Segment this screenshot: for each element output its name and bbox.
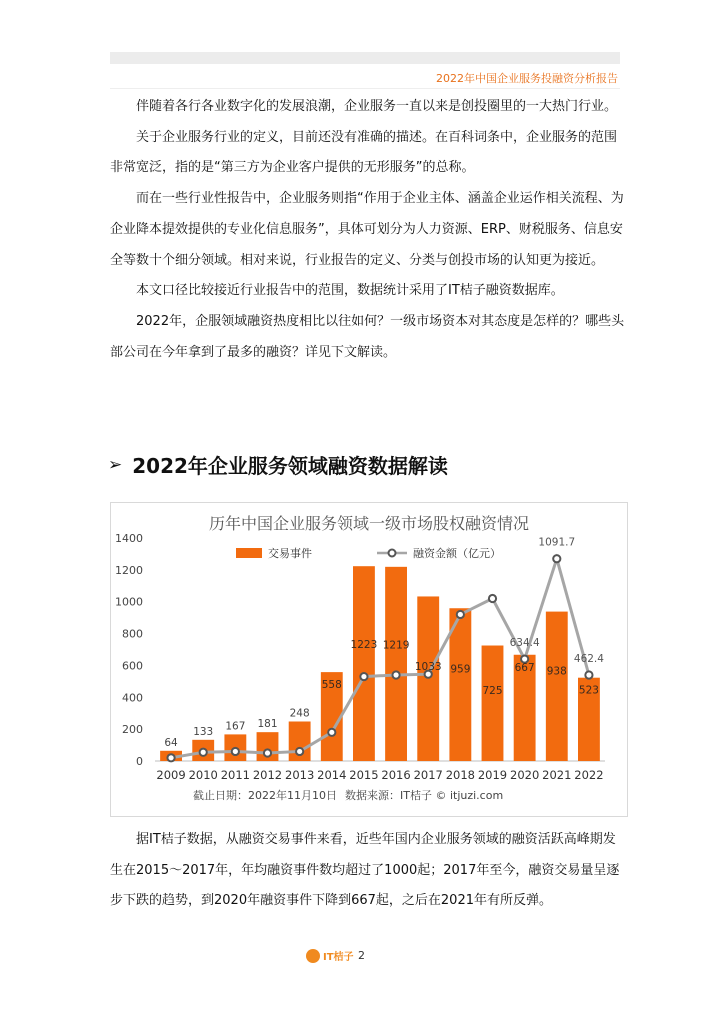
- bar-value-label: 667: [514, 661, 535, 674]
- legend-bar-label: 交易事件: [268, 547, 312, 560]
- line-point-2021: [553, 555, 560, 562]
- section-title: 2022年企业服务领域融资数据解读: [132, 454, 448, 478]
- analysis-text: [110, 825, 626, 917]
- y-tick-label: 1000: [115, 595, 143, 609]
- logo-text: IT桔子: [323, 952, 354, 963]
- intro-text: [110, 92, 626, 368]
- bar-value-label: 959: [450, 663, 471, 676]
- line-point-2013: [296, 748, 303, 755]
- report-title: 2022年中国企业服务投融资分析报告: [436, 72, 618, 85]
- x-tick-label: 2021: [542, 768, 572, 782]
- bar-value-label: 938: [546, 665, 567, 678]
- itjuzi-logo: [306, 948, 354, 963]
- x-tick-label: 2016: [381, 768, 411, 782]
- amount-label: 462.4: [573, 652, 604, 665]
- section-heading: [108, 450, 448, 479]
- x-tick-label: 2011: [220, 768, 250, 782]
- x-tick-label: 2009: [156, 768, 186, 782]
- bar-value-label: 1033: [414, 661, 442, 674]
- y-tick-label: 1200: [115, 563, 143, 577]
- bar-value-label: 523: [578, 684, 599, 697]
- line-point-2010: [200, 749, 207, 756]
- paragraph-3: 而在一些行业性报告中，企业服务则指“作用于企业主体、涵盖企业运作相关流程、为企业降本提效提供的专业化信息服务”，具体可划分为人力资源、ERP、财税服务、信息安全等数十个细分领域。相对来说，行业报告的定义、分类与创投市场的认知更为接近。: [110, 191, 624, 268]
- bar-value-label: 1219: [382, 639, 410, 652]
- x-tick-label: 2012: [252, 768, 283, 782]
- legend-line-label: 融资金额（亿元）: [413, 547, 501, 560]
- bar-value-label: 248: [289, 707, 310, 720]
- line-point-2019: [489, 595, 496, 602]
- y-tick-label: 600: [122, 659, 143, 673]
- line-point-2022: [585, 671, 592, 678]
- line-point-2014: [328, 729, 335, 736]
- paragraph-2: 关于企业服务行业的定义，目前还没有准确的描述。在百科词条中，企业服务的范围非常宽泛，指的是“第三方为企业客户提供的无形服务”的总称。: [110, 129, 618, 176]
- y-tick-label: 200: [122, 723, 143, 737]
- financing-chart: [110, 502, 628, 817]
- bar-value-label: 181: [257, 718, 278, 731]
- bar-value-label: 64: [164, 736, 178, 749]
- x-tick-label: 2017: [413, 768, 443, 782]
- chart-title: 历年中国企业服务领域一级市场股权融资情况: [208, 514, 530, 533]
- bar-value-label: 1223: [350, 639, 378, 652]
- chart-data-labels: [164, 537, 604, 749]
- legend-bar-swatch: [236, 548, 262, 558]
- line-point-2015: [360, 673, 367, 680]
- line-point-2012: [264, 749, 271, 756]
- arrow-bullet-icon: ➢: [108, 454, 123, 475]
- bar-deals-2016: [385, 567, 407, 761]
- x-tick-label: 2019: [477, 768, 508, 782]
- header-bar: [110, 52, 620, 64]
- chart-source-note: 数据来源：IT桔子 © itjuzi.com: [345, 789, 504, 802]
- line-point-2011: [232, 748, 239, 755]
- x-tick-label: 2015: [349, 768, 379, 782]
- line-point-2009: [167, 754, 174, 761]
- amount-label: 634.4: [509, 637, 540, 650]
- page-number: 2: [358, 949, 365, 962]
- paragraph-4: 本文口径比较接近行业报告中的范围，数据统计采用了IT桔子融资数据库。: [136, 283, 564, 299]
- x-tick-label: 2010: [188, 768, 218, 782]
- y-tick-label: 1400: [115, 532, 143, 545]
- line-point-2018: [457, 611, 464, 618]
- x-tick-label: 2020: [510, 768, 540, 782]
- chart-date-note: 截止日期：2022年11月10日: [193, 789, 337, 802]
- bar-deals-2015: [353, 566, 375, 761]
- header-divider: [110, 88, 620, 89]
- bar-value-label: 167: [225, 720, 246, 733]
- y-tick-label: 0: [136, 755, 143, 768]
- x-tick-label: 2018: [445, 768, 475, 782]
- bar-value-label: 558: [321, 679, 342, 692]
- paragraph-5: 2022年，企服领域融资热度相比以往如何？一级市场资本对其态度是怎样的？哪些头部公司在今年拿到了最多的融资？详见下文解读。: [110, 313, 625, 360]
- analysis-paragraph: 据IT桔子数据，从融资交易事件来看，近些年国内企业服务领域的融资活跃高峰期发生在2015～2017年，年均融资事件数均超过了1000起；2017年至今，融资交易量呈逐步下跌的趋势，到2020年融资事件下降到667起，之后在2021年有所反弹。: [110, 832, 620, 909]
- y-tick-label: 800: [122, 627, 143, 641]
- bar-value-label: 725: [482, 685, 503, 698]
- y-tick-label: 400: [122, 691, 143, 705]
- bar-value-label: 133: [193, 725, 214, 738]
- x-tick-label: 2013: [285, 768, 315, 782]
- x-tick-label: 2022: [574, 768, 604, 782]
- orange-logo-icon: [306, 949, 320, 963]
- paragraph-1: 伴随着各行各业数字化的发展浪潮，企业服务一直以来是创投圈里的一大热门行业。: [136, 99, 618, 114]
- bar-deals-2021: [546, 612, 568, 761]
- line-point-2016: [392, 671, 399, 678]
- chart-svg: [111, 503, 627, 816]
- x-tick-label: 2014: [317, 768, 347, 782]
- bar-deals-2019: [482, 646, 504, 761]
- legend-line-marker: [389, 550, 396, 557]
- chart-legend: [236, 546, 501, 560]
- amount-label: 1091.7: [538, 536, 576, 549]
